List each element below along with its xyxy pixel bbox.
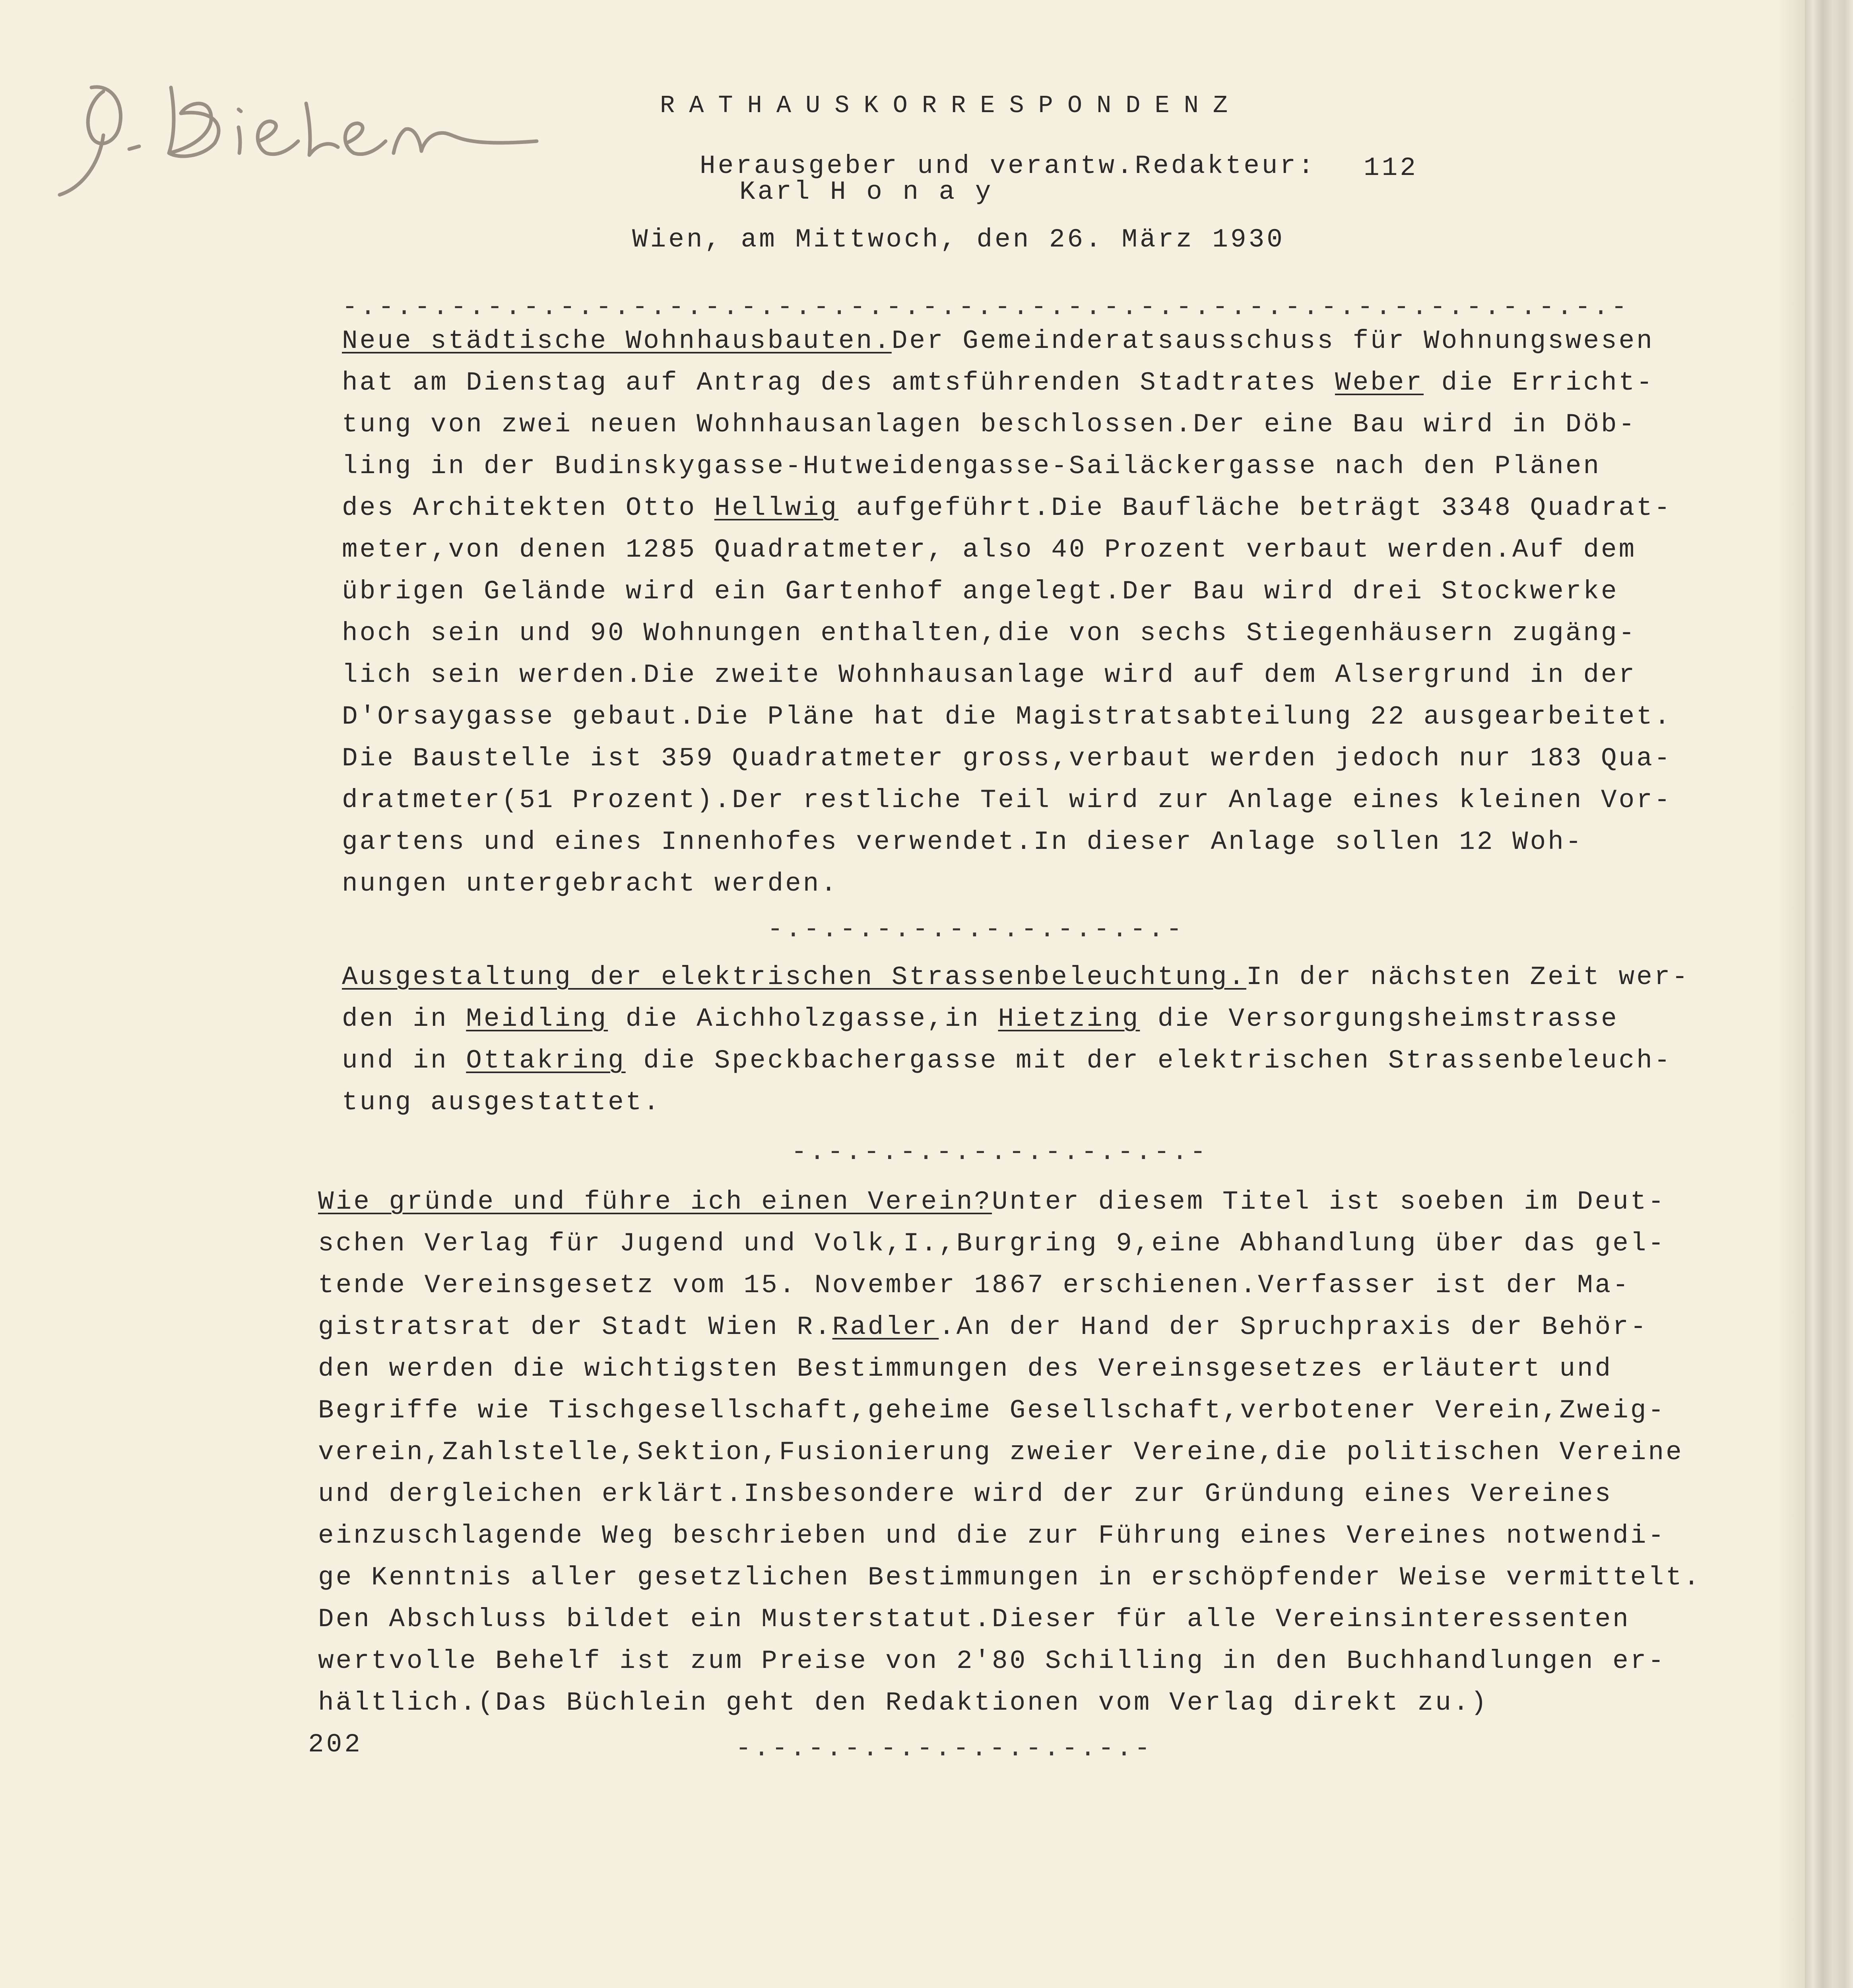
- masthead-title: RATHAUSKORRESPONDENZ: [660, 91, 1242, 120]
- text-line: tung ausgestattet.: [342, 1087, 661, 1117]
- text-line: den in Meidling die Aichholzgasse,in Hietzing die Versorgungsheimstrasse: [342, 1004, 1619, 1034]
- text-line: hat am Dienstag auf Antrag des amtsführenden Stadtrates Weber die Erricht-: [342, 368, 1654, 398]
- text-line: einzuschlagende Weg beschrieben und die zur Führung eines Vereines notwendi-: [318, 1521, 1666, 1551]
- section-separator: -.-.-.-.-.-.-.-.-.-.-.-: [735, 1734, 1153, 1763]
- text-line: gartens und eines Innenhofes verwendet.In dieser Anlage sollen 12 Woh-: [342, 827, 1583, 857]
- text-line: und in Ottakring die Speckbachergasse mit der elektrischen Strassenbeleuch-: [342, 1046, 1672, 1076]
- text-line: Neue städtische Wohnhausbauten.Der Gemeinderatsausschuss für Wohnungswesen: [342, 326, 1654, 356]
- text-line: tende Vereinsgesetz vom 15. November 1867 erschienen.Verfasser ist der Ma-: [318, 1270, 1630, 1300]
- text-line: schen Verlag für Jugend und Volk,I.,Burgring 9,eine Abhandlung über das gel-: [318, 1229, 1666, 1258]
- name-underlined: Radler: [832, 1312, 939, 1342]
- article-heading: Neue städtische Wohnhausbauten.: [342, 326, 892, 356]
- text-line: tung von zwei neuen Wohnhausanlagen beschlossen.Der eine Bau wird in Döb-: [342, 410, 1637, 439]
- dateline: Wien, am Mittwoch, den 26. März 1930: [632, 225, 1285, 254]
- article-heading: Ausgestaltung der elektrischen Strassenbeleuchtung.: [342, 962, 1246, 992]
- handwritten-signature: [44, 44, 569, 203]
- text-line: D'Orsaygasse gebaut.Die Pläne hat die Magistratsabteilung 22 ausgearbeitet.: [342, 702, 1672, 732]
- text-line: Ausgestaltung der elektrischen Strassenbeleuchtung.In der nächsten Zeit wer-: [342, 962, 1690, 992]
- publisher-line: Herausgeber und verantw.Redakteur:: [700, 151, 1316, 181]
- text-line: hältlich.(Das Büchlein geht den Redaktionen vom Verlag direkt zu.): [318, 1688, 1489, 1718]
- page-fold-shadow: [1777, 0, 1805, 1988]
- text-line: lich sein werden.Die zweite Wohnhausanlage wird auf dem Alsergrund in der: [342, 660, 1637, 690]
- district-underlined: Hietzing: [998, 1004, 1140, 1034]
- text-line: Die Baustelle ist 359 Quadratmeter gross,verbaut werden jedoch nur 183 Qua-: [342, 744, 1672, 773]
- name-underlined: Hellwig: [714, 493, 838, 523]
- text-line: meter,von denen 1285 Quadratmeter, also 40 Prozent verbaut werden.Auf dem: [342, 535, 1637, 565]
- text-line: gistratsrat der Stadt Wien R.Radler.An der Hand der Spruchpraxis der Behör-: [318, 1312, 1648, 1342]
- section-separator: -.-.-.-.-.-.-.-.-.-.-.-: [767, 914, 1184, 944]
- district-underlined: Ottakring: [466, 1046, 626, 1076]
- top-rule: -.-.-.-.-.-.-.-.-.-.-.-.-.-.-.-.-.-.-.-.-.-.-.-.-.-.-.-.-.-.-.-.-.-.-.-: [342, 292, 1630, 322]
- text-line: verein,Zahlstelle,Sektion,Fusionierung zweier Vereine,die politischen Vereine: [318, 1437, 1684, 1467]
- section-separator: -.-.-.-.-.-.-.-.-.-.-.-: [791, 1137, 1208, 1167]
- article-heading: Wie gründe und führe ich einen Verein?: [318, 1187, 992, 1217]
- text-line: ge Kenntnis aller gesetzlichen Bestimmungen in erschöpfender Weise vermittelt.: [318, 1563, 1702, 1592]
- text-line: hoch sein und 90 Wohnungen enthalten,die von sechs Stiegenhäusern zugäng-: [342, 618, 1637, 648]
- editor-name: Karl H o n a y: [739, 177, 993, 207]
- district-underlined: Meidling: [466, 1004, 608, 1034]
- text-line: Den Abschluss bildet ein Musterstatut.Dieser für alle Vereinsinteressenten: [318, 1604, 1630, 1634]
- text-line: dratmeter(51 Prozent).Der restliche Teil wird zur Anlage eines kleinen Vor-: [342, 785, 1672, 815]
- text-line: übrigen Gelände wird ein Gartenhof angelegt.Der Bau wird drei Stockwerke: [342, 577, 1619, 606]
- text-line: nungen untergebracht werden.: [342, 869, 838, 899]
- text-line: Begriffe wie Tischgesellschaft,geheime Gesellschaft,verbotener Verein,Zweig-: [318, 1396, 1666, 1425]
- text-line: wertvolle Behelf ist zum Preise von 2'80 Schilling in den Buchhandlungen er-: [318, 1646, 1666, 1676]
- text-line: ling in der Budinskygasse-Hutweidengasse-Sailäckergasse nach den Plänen: [342, 451, 1601, 481]
- page-number: 112: [1364, 153, 1418, 183]
- text-line: Wie gründe und führe ich einen Verein?Unter diesem Titel ist soeben im Deut-: [318, 1187, 1666, 1217]
- text-line: den werden die wichtigsten Bestimmungen des Vereinsgesetzes erläutert und: [318, 1354, 1613, 1384]
- text-line: des Architekten Otto Hellwig aufgeführt.Die Baufläche beträgt 3348 Quadrat-: [342, 493, 1672, 523]
- page-edge: [1805, 0, 1853, 1988]
- text-line: und dergleichen erklärt.Insbesondere wird der zur Gründung eines Vereines: [318, 1479, 1613, 1509]
- name-underlined: Weber: [1335, 368, 1424, 398]
- footer-code: 202: [308, 1730, 363, 1759]
